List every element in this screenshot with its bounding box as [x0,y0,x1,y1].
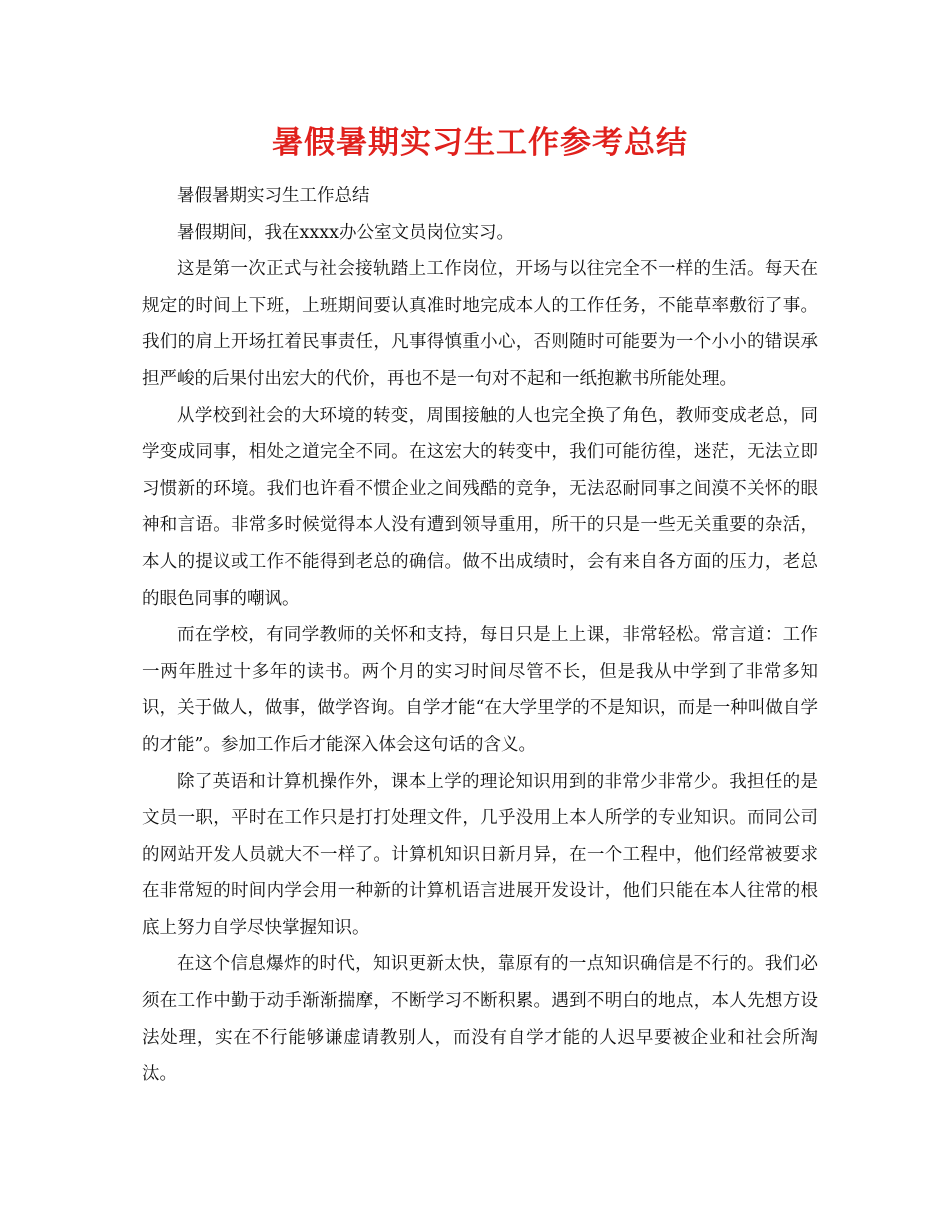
paragraph: 从学校到社会的大环境的转变，周围接触的人也完全换了角色，教师变成老总，同学变成同事，相处之道完全不同。在这宏大的转变中，我们可能彷徨，迷茫，无法立即习惯新的环境。我们也许看不惯企业之间残酷的竞争，无法忍耐同事之间漠不关怀的眼神和言语。非常多时候觉得本人没有遭到领导重用，所干的只是一些无关重要的杂活，本人的提议或工作不能得到老总的确信。做不出成绩时，会有来自各方面的压力，老总的眼色同事的嘲讽。 [142,405,818,609]
document-title: 暑假暑期实习生工作参考总结 [272,125,688,161]
paragraph-subtitle: 暑假暑期实习生工作总结 [177,186,370,206]
paragraph: 在这个信息爆炸的时代，知识更新太快，靠原有的一点知识确信是不行的。我们必须在工作中勤于动手渐渐揣摩，不断学习不断积累。遇到不明白的地点，本人先想方设法处理，实在不行能够谦虚请教别人，而没有自学才能的人迟早要被企业和社会所淘汰。 [142,954,818,1085]
paragraph-intro: 暑假期间，我在xxxx办公室文员岗位实习。 [177,222,514,243]
document-body [142,178,818,1093]
paragraph: 除了英语和计算机操作外，课本上学的理论知识用到的非常少非常少。我担任的是文员一职，平时在工作只是打打处理文件，几乎没用上本人所学的专业知识。而同公司的网站开发人员就大不一样了。计算机知识日新月异，在一个工程中，他们经常被要求在非常短的时间内学会用一种新的计算机语言进展开发设计，他们只能在本人往常的根底上努力自学尽快掌握知识。 [142,771,818,938]
paragraph: 这是第一次正式与社会接轨踏上工作岗位，开场与以往完全不一样的生活。每天在规定的时间上下班，上班期间要认真准时地完成本人的工作任务，不能草率敷衍了事。我们的肩上开场扛着民事责任，凡事得慎重小心，否则随时可能要为一个小小的错误承担严峻的后果付出宏大的代价，再也不是一句对不起和一纸抱歉书所能处理。 [142,259,818,389]
paragraph: 而在学校，有同学教师的关怀和支持，每日只是上上课，非常轻松。常言道：工作一两年胜过十多年的读书。两个月的实习时间尽管不长，但是我从中学到了非常多知识，关于做人，做事，做学咨询。自学才能“在大学里学的不是知识，而是一种叫做自学的才能”。参加工作后才能深入体会这句话的含义。 [142,625,818,755]
